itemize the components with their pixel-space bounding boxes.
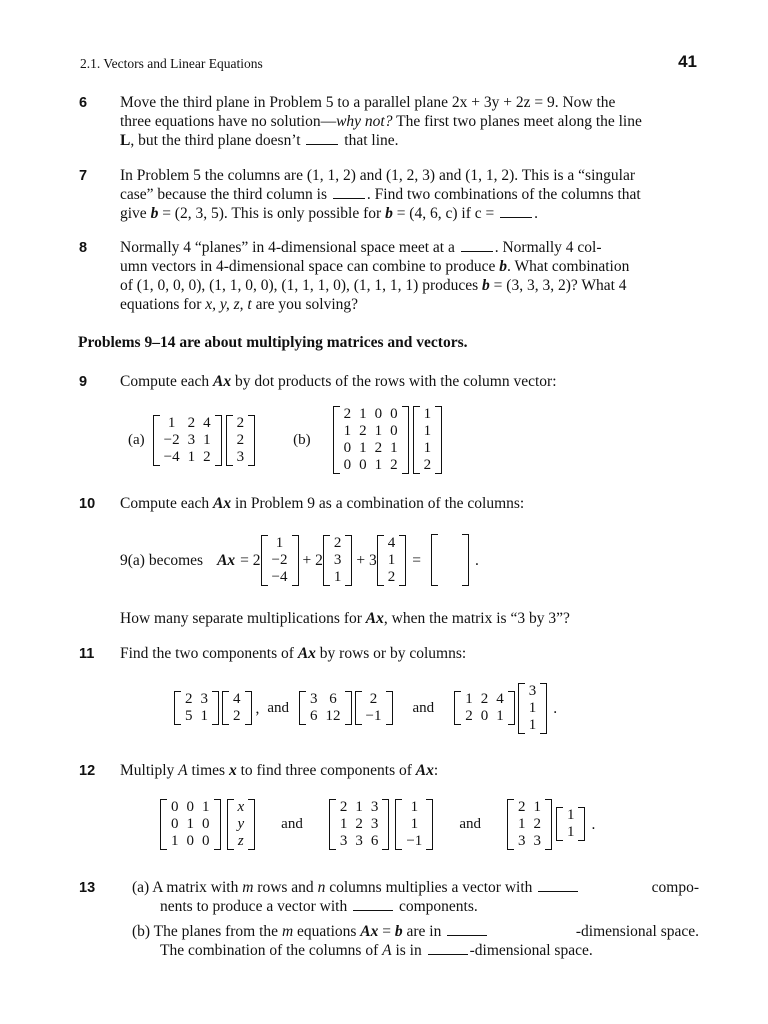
- matrix-entry: 0: [343, 440, 352, 456]
- p11-vector-3: [518, 683, 548, 734]
- p12-and-2: and: [459, 815, 481, 832]
- p10-q-c: , when the matrix is “3 by 3”?: [383, 610, 570, 627]
- matrix-entry: 6: [310, 708, 318, 724]
- matrix-entry: 2: [343, 406, 352, 422]
- p9-matrix-b: [333, 406, 409, 474]
- p9-matrices: [128, 400, 442, 480]
- matrix-entry: 2: [369, 691, 378, 707]
- matrix-entry: −1: [406, 832, 423, 849]
- matrix-entry: 2: [390, 457, 398, 473]
- p7-line3f: .: [534, 205, 538, 222]
- matrix-entry: 2: [236, 431, 245, 448]
- p11-ax: Ax: [297, 645, 316, 662]
- matrix-entry: 2: [359, 423, 367, 439]
- matrix-entry: 3: [339, 832, 348, 849]
- matrix-entry: 4: [233, 691, 241, 707]
- p6-line2c: The first two planes meet along the line: [392, 113, 642, 130]
- p9-text-a: Compute each: [120, 373, 213, 390]
- p12-vector-1: [227, 799, 256, 850]
- p8-b: b: [499, 258, 507, 275]
- matrix-entry: 6: [370, 832, 379, 849]
- matrix-entry: 0: [343, 457, 352, 473]
- matrix-entry: y: [237, 815, 245, 832]
- p11-vector-1: [222, 691, 252, 725]
- matrix-entry: 2: [355, 815, 363, 832]
- p7-line3c: = (2, 3, 5). This is only possible for: [158, 205, 386, 222]
- matrix-entry: 1: [517, 815, 526, 832]
- matrix-entry: 1: [374, 457, 383, 473]
- problem-6-text: [120, 93, 699, 150]
- p13-n: n: [317, 879, 326, 896]
- p13-a1c: rows and: [253, 879, 318, 896]
- p10-text-c: in Problem 9 as a combination of the columns:: [231, 495, 525, 512]
- matrix-entry: 1: [465, 691, 473, 707]
- p9-label-b: (b): [293, 431, 311, 448]
- matrix-entry: z: [237, 832, 244, 849]
- p7-b: b: [150, 205, 159, 222]
- p6-line3c: that line.: [344, 132, 399, 149]
- matrix-entry: 12: [325, 708, 341, 724]
- matrix-entry: 1: [171, 832, 179, 849]
- matrix-entry: 0: [202, 815, 210, 832]
- problem-12-number: 12: [79, 763, 96, 779]
- p10-eq: = 2: [240, 551, 261, 569]
- problem-11-number: 11: [79, 646, 95, 662]
- matrix-entry: 1: [200, 708, 208, 724]
- answer-blank: [447, 923, 487, 936]
- matrix-entry: 1: [387, 551, 396, 568]
- p9-ax: Ax: [212, 373, 232, 390]
- matrix-entry: 1: [390, 440, 398, 456]
- answer-blank: [306, 132, 338, 145]
- p11-vector-2: [355, 691, 393, 725]
- matrix-entry: 1: [496, 708, 504, 724]
- p13-a1e: columns multiplies a vector with: [325, 879, 533, 896]
- p11-text-c: by rows or by columns:: [315, 645, 467, 662]
- matrix-entry: 1: [202, 798, 210, 815]
- p6-line3b: , but the third plane doesn’t: [130, 132, 301, 149]
- problem-7-text: [120, 166, 699, 223]
- matrix-entry: 3: [370, 798, 379, 815]
- matrix-entry: −2: [163, 431, 180, 448]
- problem-13-part-a: [132, 878, 699, 916]
- problem-12-text: [120, 761, 699, 780]
- p8-line1b: . Normally 4 col-: [494, 239, 602, 256]
- matrix-entry: 0: [186, 798, 194, 815]
- p9-vector-a: [226, 415, 256, 466]
- p12-vector-3: [556, 807, 586, 841]
- matrix-entry: 5: [185, 708, 193, 724]
- matrix-entry: −4: [163, 448, 180, 465]
- p8-line4a: equations for: [120, 296, 206, 313]
- p6-line-L: L: [120, 132, 131, 149]
- matrix-entry: 2: [339, 798, 348, 815]
- p8-line3a: of (1, 0, 0, 0), (1, 1, 0, 0), (1, 1, 1, 0), (1, 1, 1, 1) produces: [120, 277, 483, 294]
- matrix-entry: 2: [203, 448, 211, 465]
- p13-b1e: =: [378, 923, 395, 940]
- p13-m: m: [242, 879, 254, 896]
- answer-blank: [428, 942, 468, 955]
- p12-ax: Ax: [415, 762, 434, 779]
- p8-line1a: Normally 4 “planes” in 4-dimensional space meet at a: [120, 239, 455, 256]
- matrix-entry: 3: [533, 832, 541, 849]
- p13-b2c: is in: [391, 942, 422, 959]
- p11-dot: .: [553, 699, 558, 717]
- problem-13-number: 13: [79, 880, 96, 896]
- p11-matrix-3: [454, 691, 515, 725]
- answer-blank: [538, 879, 578, 892]
- p9-matrix-a: [153, 415, 222, 466]
- p12-A: A: [178, 762, 188, 779]
- p10-column-1: [261, 535, 299, 586]
- p6-why-not: why not?: [336, 113, 393, 130]
- p11-and-1: and: [267, 699, 290, 716]
- matrix-entry: 3: [236, 448, 245, 465]
- matrix-entry: 2: [465, 708, 473, 724]
- matrix-entry: 0: [480, 708, 489, 724]
- matrix-entry: 1: [423, 440, 432, 456]
- problem-10-text: [120, 494, 699, 513]
- p11-text-a: Find the two components of: [120, 645, 298, 662]
- p8-line2a: umn vectors in 4-dimensional space can combine to produce: [120, 258, 500, 275]
- p13-a1f: compo-: [651, 879, 699, 896]
- p12-matrices: [160, 790, 595, 858]
- matrix-entry: 1: [167, 414, 176, 431]
- p10-plus2: + 2: [302, 551, 323, 569]
- p10-column-2: [323, 535, 353, 586]
- matrix-entry: −1: [365, 708, 382, 724]
- matrix-entry: 1: [275, 534, 284, 551]
- matrix-entry: 0: [359, 457, 367, 473]
- matrix-entry: 2: [423, 457, 432, 473]
- matrix-entry: 2: [387, 568, 396, 585]
- matrix-entry: 1: [359, 406, 367, 422]
- problem-7-number: 7: [79, 168, 88, 184]
- p12-and-1: and: [281, 815, 303, 832]
- matrix-entry: 2: [185, 691, 193, 707]
- p13-b1g: are in: [402, 923, 442, 940]
- p13-A: A: [382, 942, 392, 959]
- p11-matrix-1: [174, 691, 219, 725]
- p7-line2b: . Find two combinations of the columns that: [366, 186, 641, 203]
- p7-line3e: = (4, 6, c) if c =: [392, 205, 495, 222]
- matrix-entry: 1: [359, 440, 367, 456]
- p10-column-3: [377, 535, 407, 586]
- matrix-entry: 3: [187, 431, 196, 448]
- problem-9-number: 9: [79, 374, 88, 390]
- matrix-entry: 1: [374, 423, 383, 439]
- p10-text-a: Compute each: [120, 495, 213, 512]
- matrix-entry: 1: [203, 431, 211, 448]
- matrix-entry: 1: [566, 807, 575, 823]
- p12-colon: :: [433, 762, 439, 779]
- matrix-entry: 0: [390, 406, 398, 422]
- p12-matrix-2: [329, 799, 390, 850]
- problem-9-text: [120, 372, 699, 391]
- matrix-entry: 4: [203, 414, 211, 431]
- matrix-entry: 1: [566, 824, 575, 840]
- p9-vector-b: [413, 406, 443, 474]
- matrix-entry: 1: [528, 716, 537, 733]
- matrix-entry: 1: [528, 699, 537, 716]
- matrix-entry: 1: [333, 568, 342, 585]
- matrix-entry: x: [237, 798, 245, 815]
- problem-10-number: 10: [79, 496, 96, 512]
- section-title: 2.1. Vectors and Linear Equations: [80, 56, 263, 71]
- p12-text-c: times: [187, 762, 229, 779]
- problem-6-number: 6: [79, 95, 88, 111]
- p8-b2: b: [482, 277, 490, 294]
- matrix-entry: 6: [329, 691, 337, 707]
- p13-b1a: (b) The planes from the: [132, 923, 282, 940]
- p7-b2: b: [385, 205, 393, 222]
- p10-empty-vector: [431, 534, 469, 586]
- p11-matrix-2: [299, 691, 352, 725]
- matrix-entry: 1: [533, 798, 541, 815]
- p13-a2b: components.: [398, 898, 478, 915]
- p12-vector-2: [395, 799, 433, 850]
- p8-line3c: = (3, 3, 3, 2)? What 4: [489, 277, 627, 294]
- matrix-entry: 4: [496, 691, 504, 707]
- p13-b2d: -dimensional space.: [469, 942, 593, 959]
- matrix-entry: 2: [233, 708, 241, 724]
- p7-line3a: give: [120, 205, 151, 222]
- matrix-entry: 1: [343, 423, 352, 439]
- problem-8-number: 8: [79, 240, 88, 256]
- p10-ax: Ax: [212, 495, 232, 512]
- p8-line4c: are you solving?: [251, 296, 359, 313]
- p13-b2a: The combination of the columns of: [160, 942, 383, 959]
- matrix-entry: 3: [333, 551, 342, 568]
- p13-b1c: equations: [293, 923, 361, 940]
- matrix-entry: 1: [410, 815, 419, 832]
- matrix-entry: 1: [355, 798, 363, 815]
- p13-m2: m: [281, 923, 294, 940]
- p12-text-a: Multiply: [120, 762, 179, 779]
- matrix-entry: 0: [390, 423, 398, 439]
- p12-x: x: [228, 762, 237, 779]
- problem-11-text: [120, 644, 699, 663]
- matrix-entry: 1: [423, 423, 432, 439]
- p10-plus3: + 3: [356, 551, 377, 569]
- answer-blank: [500, 205, 532, 218]
- p10-becomes: 9(a) becomes: [120, 551, 204, 569]
- answer-blank: [333, 186, 365, 199]
- page-header: [80, 52, 697, 74]
- matrix-entry: −2: [271, 551, 288, 568]
- answer-blank: [461, 239, 493, 252]
- matrix-entry: 1: [186, 815, 194, 832]
- matrix-entry: 4: [387, 534, 396, 551]
- p13-a1a: (a) A matrix with: [132, 879, 243, 896]
- p8-line2c: . What combination: [506, 258, 630, 275]
- p9-label-a: (a): [128, 431, 145, 448]
- matrix-entry: 0: [171, 815, 179, 832]
- p10-q-ax: Ax: [365, 610, 384, 627]
- p11-comma: ,: [255, 699, 260, 717]
- p12-matrix-3: [507, 799, 552, 850]
- section-heading: Problems 9–14 are about multiplying matrices and vectors.: [78, 334, 468, 351]
- matrix-entry: 0: [186, 832, 194, 849]
- matrix-entry: 0: [374, 406, 383, 422]
- matrix-entry: 3: [355, 832, 363, 849]
- p13-ax: Ax: [360, 923, 379, 940]
- p12-dot: .: [591, 815, 596, 833]
- p11-matrices: [174, 676, 557, 740]
- answer-blank: [353, 898, 393, 911]
- matrix-entry: 0: [202, 832, 210, 849]
- matrix-entry: 3: [370, 815, 379, 832]
- p12-matrix-1: [160, 799, 221, 850]
- matrix-entry: 1: [423, 406, 432, 422]
- p10-equation: [120, 530, 479, 590]
- p12-text-e: to find three components of: [236, 762, 416, 779]
- matrix-entry: 2: [333, 534, 342, 551]
- matrix-entry: 0: [171, 798, 179, 815]
- problem-8-text: [120, 238, 699, 314]
- p10-ax2: Ax: [217, 551, 236, 569]
- matrix-entry: 2: [480, 691, 489, 707]
- matrix-entry: 1: [410, 798, 419, 815]
- page-number: 41: [678, 52, 697, 71]
- p13-b: b: [394, 923, 403, 940]
- problem-13-part-b: [132, 922, 699, 960]
- p7-line1: In Problem 5 the columns are (1, 1, 2) and (1, 2, 3) and (1, 1, 2). This is a “singular: [120, 167, 635, 184]
- matrix-entry: 3: [310, 691, 318, 707]
- matrix-entry: 3: [528, 682, 537, 699]
- matrix-entry: 1: [339, 815, 348, 832]
- matrix-entry: 2: [187, 414, 196, 431]
- p8-vars: x, y, z, t: [205, 296, 252, 313]
- p6-line2a: three equations have no solution—: [120, 113, 337, 130]
- p10-question: [120, 609, 699, 628]
- p10-dot: .: [475, 551, 479, 569]
- matrix-entry: 3: [517, 832, 526, 849]
- matrix-entry: 2: [236, 414, 245, 431]
- matrix-entry: 3: [200, 691, 208, 707]
- matrix-entry: 2: [374, 440, 383, 456]
- matrix-entry: 2: [517, 798, 526, 815]
- matrix-entry: 2: [533, 815, 541, 832]
- p7-line2a: case” because the third column is: [120, 186, 328, 203]
- p13-a2a: nents to produce a vector with: [160, 898, 348, 915]
- p9-text-c: by dot products of the rows with the column vector:: [231, 373, 557, 390]
- p10-equals: =: [412, 551, 421, 569]
- p6-line1: Move the third plane in Problem 5 to a parallel plane 2x + 3y + 2z = 9. Now the: [120, 94, 616, 111]
- p11-and-2: and: [412, 699, 435, 716]
- matrix-entry: −4: [271, 568, 288, 585]
- p13-b1h: -dimensional space.: [575, 923, 699, 940]
- matrix-entry: 1: [187, 448, 196, 465]
- p10-q-a: How many separate multiplications for: [120, 610, 366, 627]
